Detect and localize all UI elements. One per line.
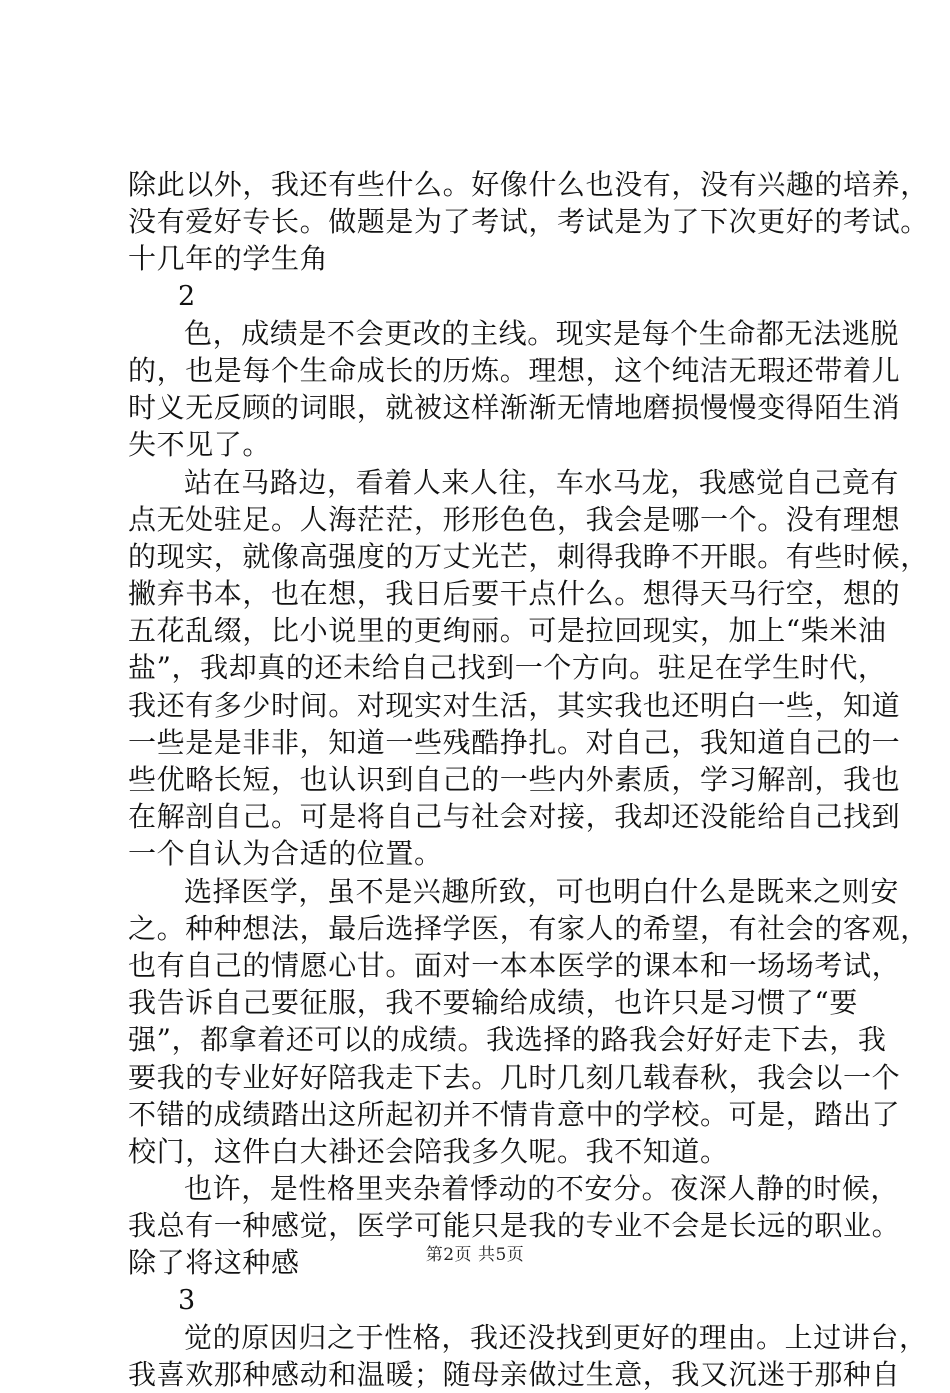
text-line: 五花乱缀，比小说里的更绚丽。可是拉回现实，加上“柴米油 [128, 614, 887, 648]
text-line: 的现实，就像高强度的万丈光芒，刺得我睁不开眼。有些时候， [128, 539, 929, 573]
document-body [128, 166, 929, 1393]
text-line: 一个自认为合适的位置。 [128, 837, 443, 871]
inline-page-number: 3 [178, 1284, 196, 1316]
text-line: 我还有多少时间。对现实对生活，其实我也还明白一些，知道 [128, 688, 901, 722]
text-line: 一些是是非非，知道一些残酷挣扎。对自己，我知道自己的一 [128, 725, 901, 759]
page-footer: 第2页 共5页 [425, 1245, 525, 1265]
text-line: 在解剖自己。可是将自己与社会对接，我却还没能给自己找到 [128, 800, 901, 834]
text-line: 我喜欢那种感动和温暖；随母亲做过生意，我又沉迷于那种自 [128, 1358, 901, 1391]
text-line: 失不见了。 [128, 428, 272, 462]
text-line: 除此以外，我还有些什么。好像什么也没有，没有兴趣的培养， [128, 168, 929, 201]
paragraph-start: 色，成绩是不会更改的主线。现实是每个生命都无法逃脱 [184, 316, 900, 350]
text-line: 强”，都拿着还可以的成绩。我选择的路我会好好走下去，我 [128, 1023, 887, 1057]
text-line: 些优略长短，也认识到自己的一些内外素质，学习解剖，我也 [128, 763, 901, 796]
text-line: 不错的成绩踏出这所起初并不情肯意中的学校。可是，踏出了 [128, 1097, 901, 1131]
paragraph-start: 觉的原因归之于性格，我还没找到更好的理由。上过讲台， [184, 1320, 928, 1354]
text-line: 的，也是每个生命成长的历炼。理想，这个纯洁无瑕还带着儿 [128, 353, 901, 387]
text-line: 要我的专业好好陪我走下去。几时几刻几载春秋，我会以一个 [128, 1060, 901, 1094]
text-line: 我总有一种感觉，医学可能只是我的专业不会是长远的职业。 [128, 1209, 901, 1243]
paragraph-start: 站在马路边，看着人来人往，车水马龙，我感觉自己竟有 [184, 465, 900, 499]
text-line: 之。种种想法，最后选择学医，有家人的希望，有社会的客观， [128, 911, 929, 945]
text-line: 校门，这件白大褂还会陪我多久呢。我不知道。 [128, 1134, 729, 1168]
text-line: 时义无反顾的词眼，就被这样渐渐无情地磨损慢慢变得陌生消 [128, 391, 901, 425]
text-line: 点无处驻足。人海茫茫，形形色色，我会是哪一个。没有理想 [128, 502, 901, 536]
text-line: 除了将这种感 [128, 1246, 300, 1280]
text-line: 撇弃书本，也在想，我日后要干点什么。想得天马行空，想的 [128, 577, 901, 611]
text-line: 也有自己的情愿心甘。面对一本本医学的课本和一场场考试， [128, 948, 901, 982]
paragraph-start: 也许，是性格里夹杂着悸动的不安分。夜深人静的时候， [184, 1172, 900, 1206]
text-line: 没有爱好专长。做题是为了考试，考试是为了下次更好的考试。 [128, 205, 929, 239]
inline-page-number: 2 [178, 280, 196, 312]
text-line: 我告诉自己要征服，我不要输给成绩，也许只是习惯了“要 [128, 986, 858, 1020]
text-line: 盐”，我却真的还未给自己找到一个方向。驻足在学生时代， [128, 651, 887, 685]
paragraph-start: 选择医学，虽不是兴趣所致，可也明白什么是既来之则安 [184, 874, 900, 908]
text-line: 十几年的学生角 [128, 242, 329, 276]
